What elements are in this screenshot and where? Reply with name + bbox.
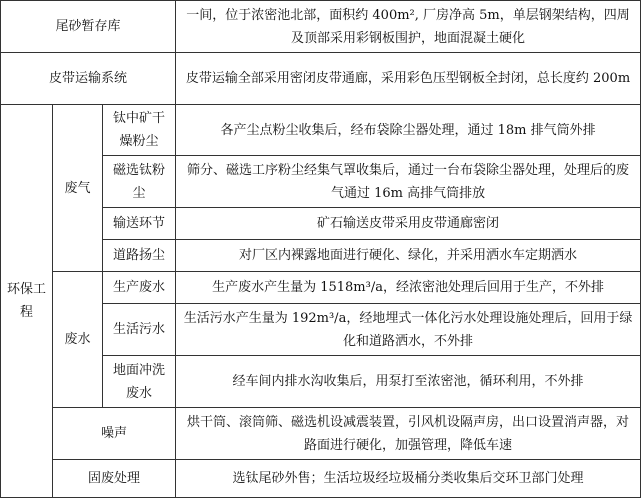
item-desc: 矿石输送皮带采用皮带通廊密闭 — [176, 208, 641, 240]
row-label-noise: 噪声 — [53, 408, 176, 460]
table-row — [1, 408, 641, 460]
row-label-solid-waste: 固废处理 — [53, 460, 176, 498]
item-name: 输送环节 — [103, 208, 176, 240]
item-name: 生活污水 — [103, 304, 176, 356]
item-name: 地面冲洗废水 — [103, 356, 176, 408]
item-desc: 经车间内排水沟收集后，用泵打至浓密池，循环利用，不外排 — [176, 356, 641, 408]
table-row — [1, 105, 641, 156]
row-label-tailings-storage: 尾砂暂存库 — [1, 1, 176, 53]
item-desc: 生产废水产生量为 1518m³/a，经浓密池处理后回用于生产，不外排 — [176, 272, 641, 304]
row-desc-noise: 烘干筒、滚筒筛、磁选机设减震装置，引风机设隔声房，出口设置消声器，对路面进行硬化，加强管理，降低车速 — [176, 408, 641, 460]
row-desc-solid-waste: 选钛尾砂外售；生活垃圾经垃圾桶分类收集后交环卫部门处理 — [176, 460, 641, 498]
table-row — [1, 1, 641, 53]
subcategory-gas: 废气 — [53, 105, 103, 272]
item-name: 磁选钛粉尘 — [103, 156, 176, 208]
item-desc: 生活污水产生量为 192m³/a，经地埋式一体化污水处理设施处理后，回用于绿化和道路洒水，不外排 — [176, 304, 641, 356]
table-row — [1, 272, 641, 304]
row-desc-belt-transport: 皮带运输全部采用密闭皮带通廊，采用彩色压型钢板全封闭，总长度约 200m — [176, 53, 641, 105]
table-row — [1, 460, 641, 498]
category-env-engineering: 环保工程 — [1, 105, 53, 498]
item-name: 生产废水 — [103, 272, 176, 304]
subcategory-water: 废水 — [53, 272, 103, 408]
item-desc: 各产尘点粉尘收集后，经布袋除尘器处理，通过 18m 排气筒外排 — [176, 105, 641, 156]
table-row — [1, 53, 641, 105]
row-desc-tailings-storage: 一间，位于浓密池北部，面积约 400m², 厂房净高 5m，单层钢架结构，四周及顶部采用彩钢板围护，地面混凝土硬化 — [176, 1, 641, 53]
item-name: 钛中矿干燥粉尘 — [103, 105, 176, 156]
item-desc: 筛分、磁选工序粉尘经集气罩收集后，通过一台布袋除尘器处理，处理后的废气通过 16m 高排气筒排放 — [176, 156, 641, 208]
item-name: 道路扬尘 — [103, 240, 176, 272]
item-desc: 对厂区内裸露地面进行硬化、绿化，并采用洒水车定期洒水 — [176, 240, 641, 272]
row-label-belt-transport: 皮带运输系统 — [1, 53, 176, 105]
